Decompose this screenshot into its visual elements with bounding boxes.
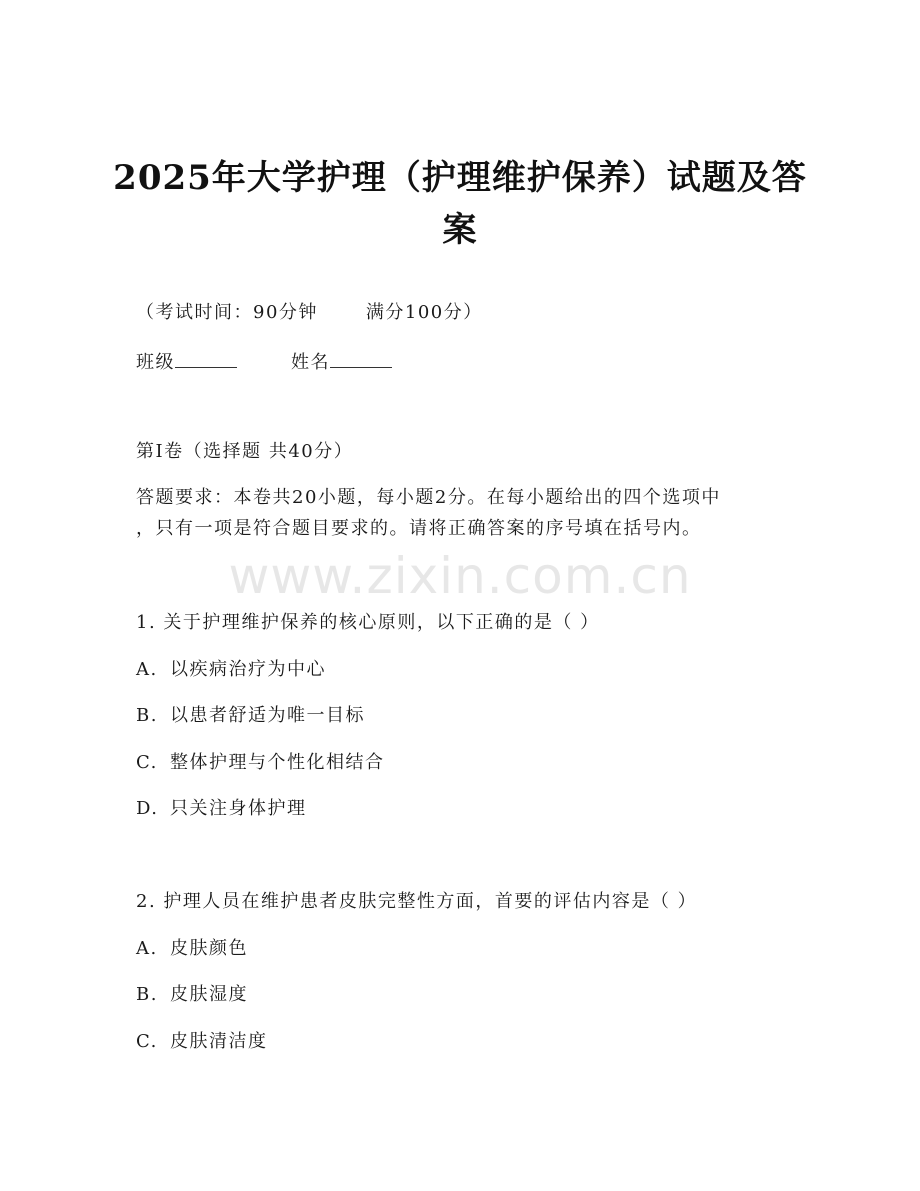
option-letter: C. [136, 752, 158, 773]
option-2b[interactable] [136, 982, 248, 1008]
option-text: 皮肤清洁度 [170, 1031, 268, 1052]
section-title: 第Ⅰ卷（选择题 共40分） [136, 441, 354, 462]
exam-time: （考试时间：90分钟 [136, 302, 318, 323]
option-letter: C. [136, 1031, 158, 1052]
instructions-line-2: ，只有一项是符合题目要求的。请将正确答案的序号填在括号内。 [136, 518, 702, 539]
option-text: 只关注身体护理 [170, 798, 307, 819]
question-stem-2: 2. 护理人员在维护患者皮肤完整性方面，首要的评估内容是（ ） [136, 891, 698, 912]
instructions-line-1: 答题要求：本卷共20小题，每小题2分。在每小题给出的四个选项中 [136, 487, 721, 508]
exam-info [136, 300, 483, 326]
option-2c[interactable] [136, 1029, 268, 1055]
option-text: 皮肤颜色 [170, 938, 248, 959]
class-blank[interactable] [175, 349, 237, 368]
question-stem-1: 1. 关于护理维护保养的核心原则，以下正确的是（ ） [136, 612, 600, 633]
name-label: 姓名 [291, 352, 330, 373]
class-label: 班级 [136, 352, 175, 373]
option-1d[interactable] [136, 796, 307, 822]
title-line-2: 案 [442, 210, 478, 250]
option-letter: B. [136, 705, 158, 726]
option-1c[interactable] [136, 750, 385, 776]
name-blank[interactable] [330, 349, 392, 368]
watermark: www.zixin.com.cn [228, 547, 692, 605]
option-1b[interactable] [136, 703, 365, 729]
option-text: 以疾病治疗为中心 [170, 659, 326, 680]
option-letter: A. [136, 938, 158, 959]
option-letter: B. [136, 984, 158, 1005]
title-line-1: 2025年大学护理（护理维护保养）试题及答 [113, 158, 807, 198]
document-title [100, 152, 820, 256]
student-info [136, 349, 392, 376]
option-text: 整体护理与个性化相结合 [170, 752, 385, 773]
option-letter: A. [136, 659, 158, 680]
option-2a[interactable] [136, 936, 248, 962]
full-score: 满分100分） [365, 302, 483, 323]
option-text: 以患者舒适为唯一目标 [170, 705, 365, 726]
option-1a[interactable] [136, 657, 326, 683]
option-text: 皮肤湿度 [170, 984, 248, 1005]
option-letter: D. [136, 798, 159, 819]
